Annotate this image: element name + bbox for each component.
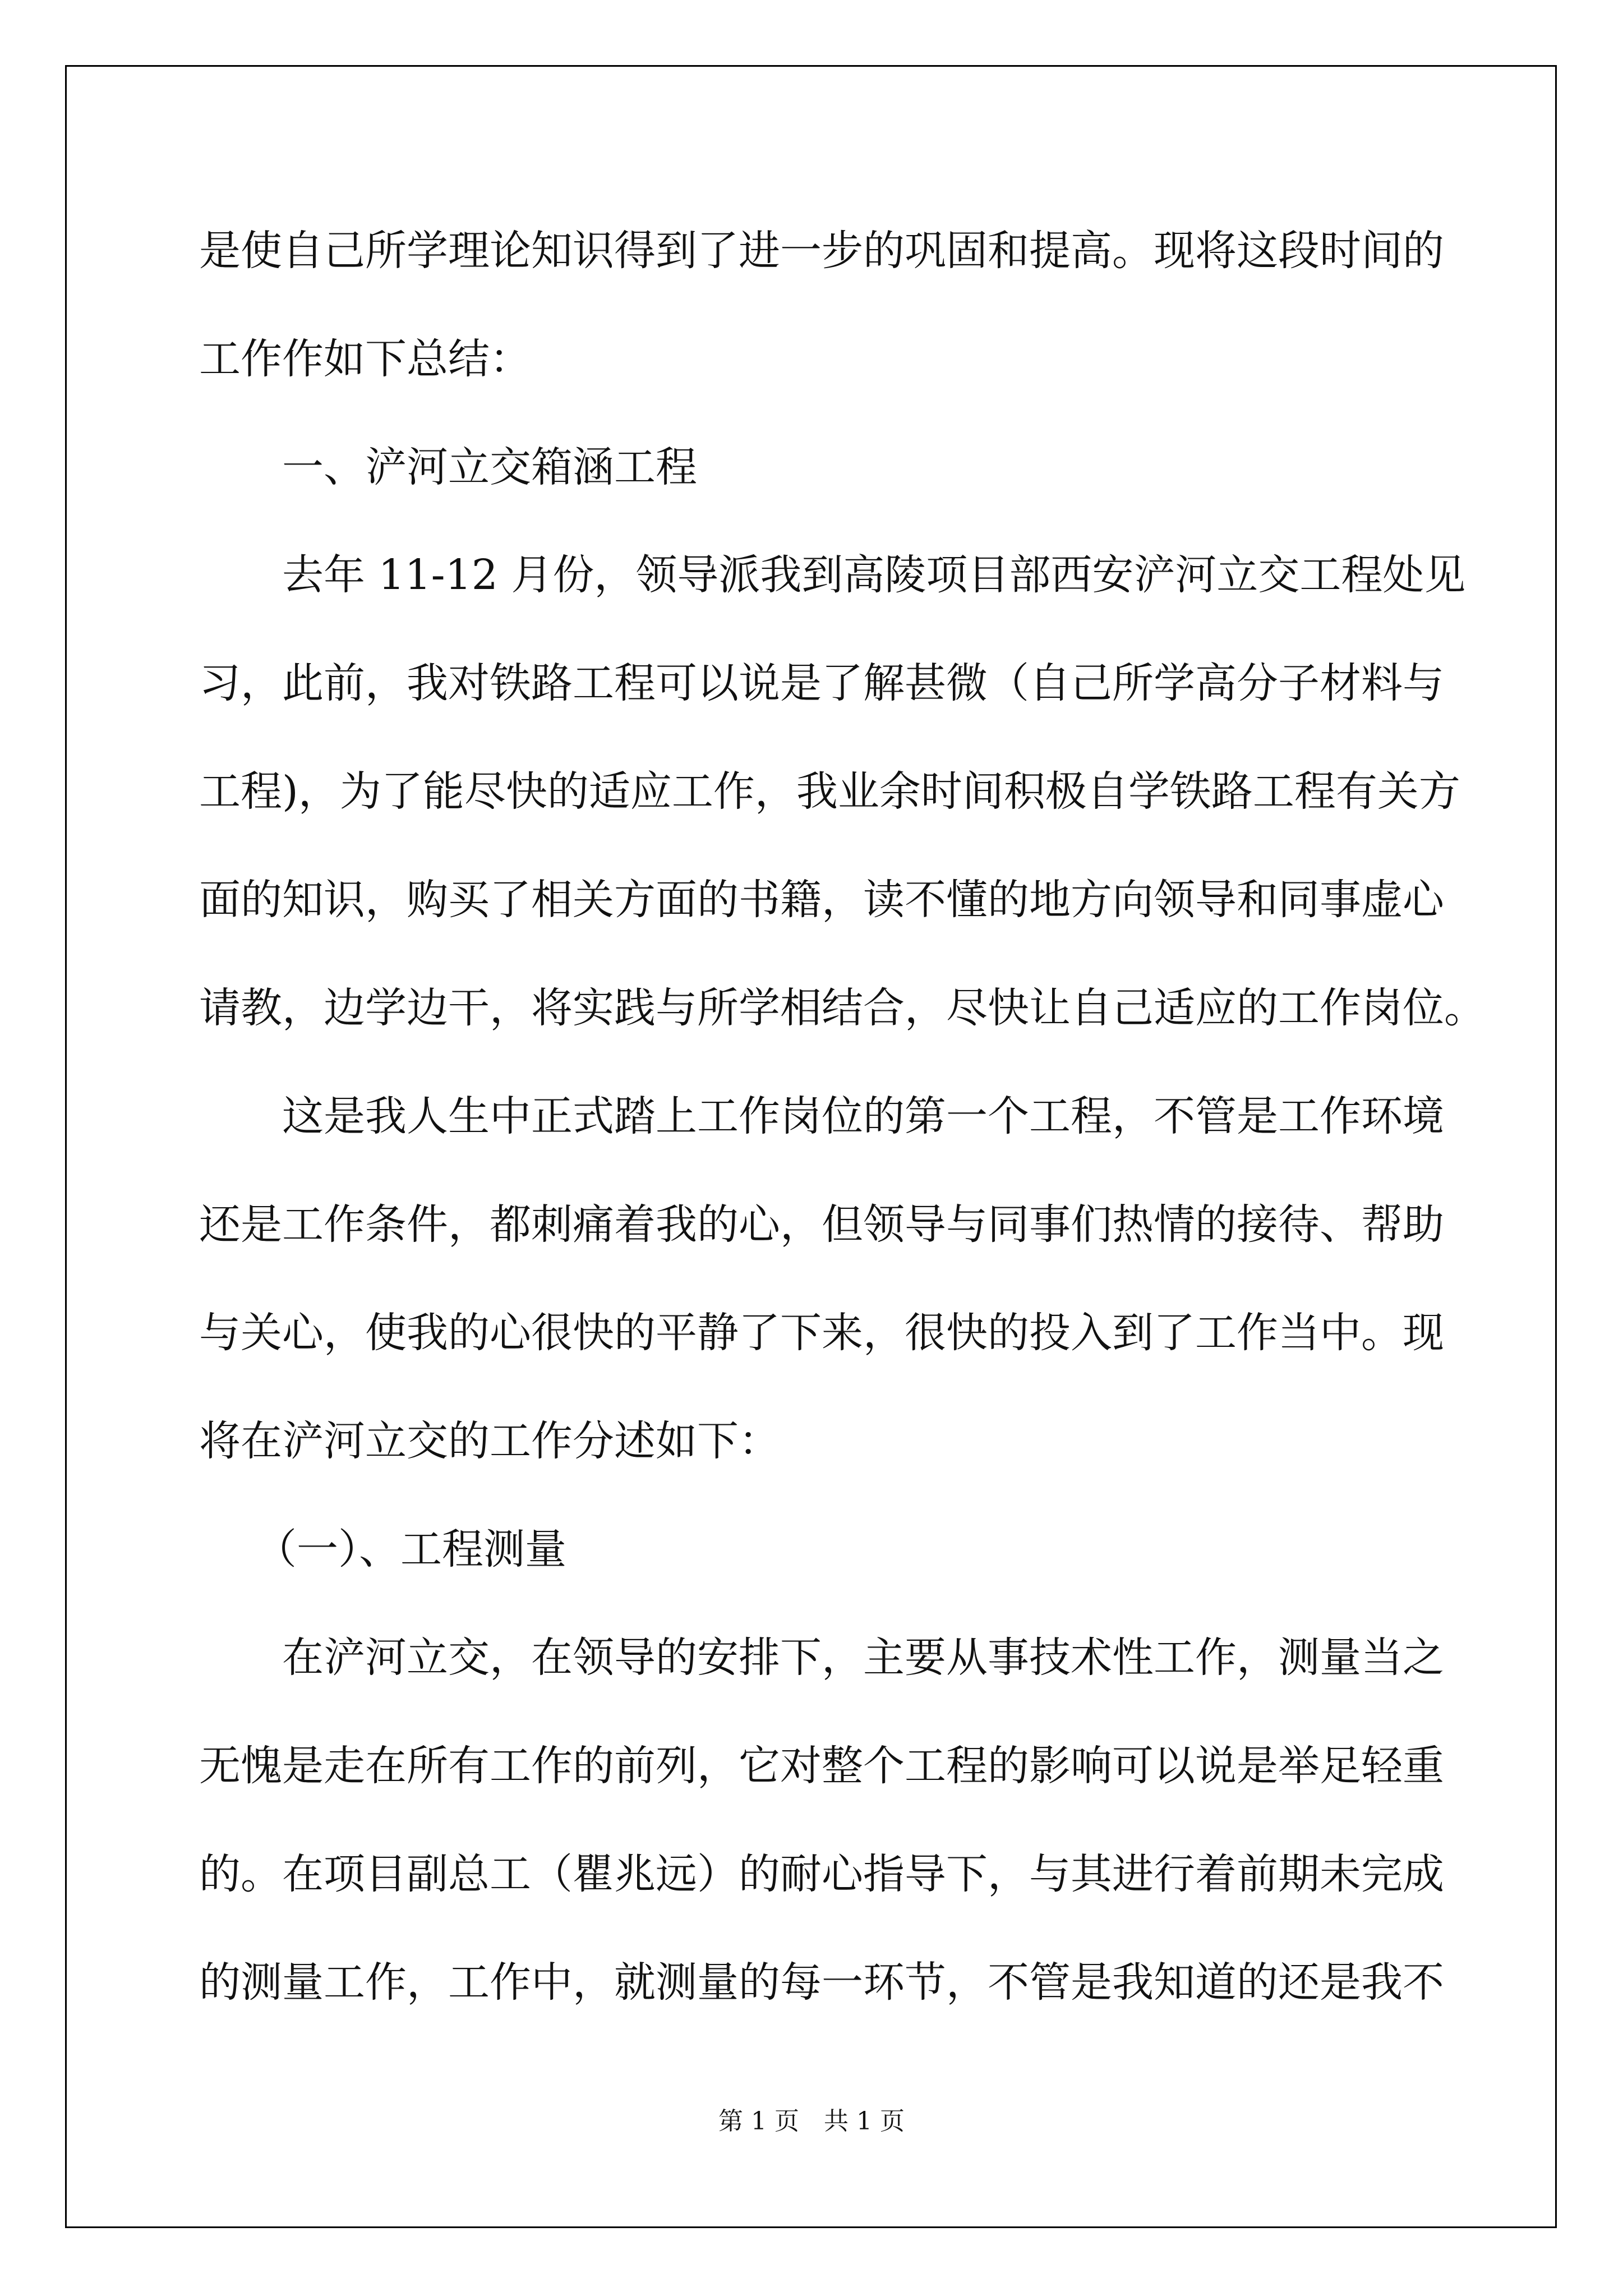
body-line: 习，此前，我对铁路工程可以说是了解甚微（自己所学高分子材料与 [199, 659, 1444, 707]
body-line: 是使自己所学理论知识得到了进一步的巩固和提高。现将这段时间的 [199, 227, 1444, 275]
body-line: 在浐河立交，在领导的安排下，主要从事技术性工作，测量当之 [282, 1634, 1444, 1682]
body-line: 无愧是走在所有工作的前列，它对整个工程的影响可以说是举足轻重 [199, 1742, 1444, 1790]
body-line: 的。在项目副总工（瞿兆远）的耐心指导下，与其进行着前期未完成 [199, 1850, 1444, 1898]
page-footer: 第 1 页 共 1 页 [718, 2107, 905, 2136]
body-line: 还是工作条件，都刺痛着我的心，但领导与同事们热情的接待、帮助 [199, 1200, 1444, 1249]
body-line: 面的知识，购买了相关方面的书籍，读不懂的地方向领导和同事虚心 [199, 876, 1444, 924]
body-line: 工作作如下总结： [199, 335, 531, 383]
section-heading: 一、浐河立交箱涵工程 [282, 443, 697, 491]
body-line: 请教，边学边干，将实践与所学相结合，尽快让自己适应的工作岗位。 [199, 984, 1486, 1032]
body-line: 去年 11-12 月份，领导派我到高陵项目部西安浐河立交工程处见 [282, 551, 1466, 599]
body-line: 与关心，使我的心很快的平静了下来，很快的投入到了工作当中。现 [199, 1309, 1444, 1357]
page-border [65, 65, 1557, 2228]
body-line: 将在浐河立交的工作分述如下： [199, 1417, 780, 1465]
subsection-heading: （一）、工程测量 [255, 1525, 566, 1573]
body-line: 的测量工作，工作中，就测量的每一环节，不管是我知道的还是我不 [199, 1958, 1444, 2007]
body-line: 这是我人生中正式踏上工作岗位的第一个工程，不管是工作环境 [282, 1092, 1444, 1140]
body-line: 工程)，为了能尽快的适应工作，我业余时间积极自学铁路工程有关方 [199, 767, 1460, 816]
